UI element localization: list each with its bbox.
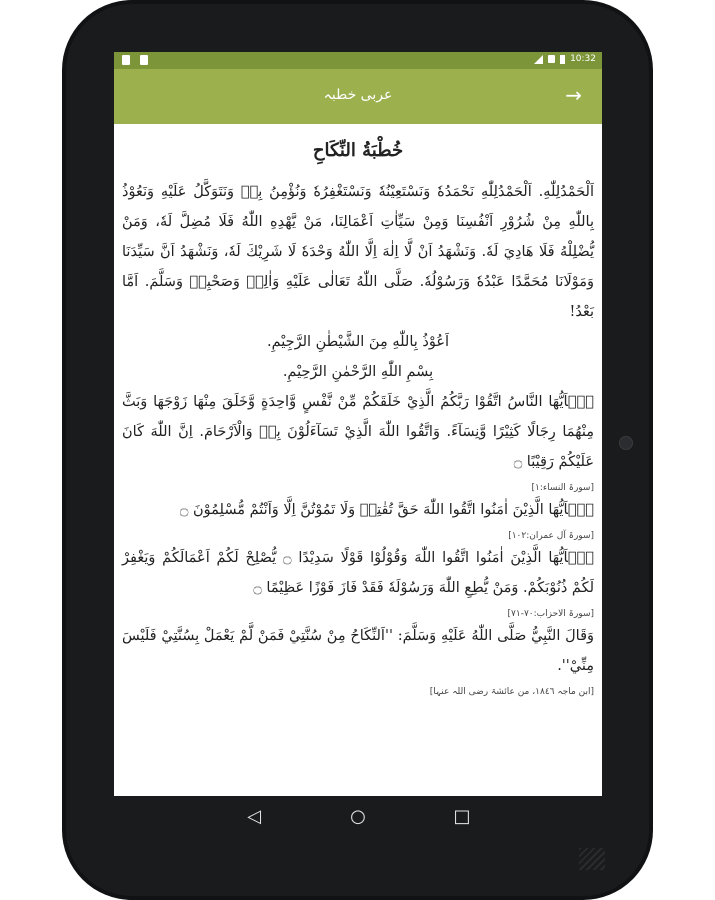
status-right-icons — [534, 54, 596, 64]
bismillah-line: بِسْمِ اللّٰهِ الرَّحْمٰنِ الرَّحِيْمِ. — [282, 364, 434, 380]
hadith-paragraph: وَقَالَ النَّبِيُّ صَلَّى اللّٰهُ عَلَيْهِ وَسَلَّمَ: ''اَلنِّكَاحُ مِنْ سُنَّتِيْ فَمَنْ لَّمْ يَعْمَلْ بِسُنَّتِيْ فَلَيْسَ مِنِّيْ''. — [122, 628, 594, 674]
device-grip — [579, 848, 605, 870]
taawwudh-line: اَعُوْذُ بِاللّٰهِ مِنَ الشَّيْطٰنِ الرَّجِيْمِ. — [266, 334, 450, 350]
app-bar — [114, 69, 602, 124]
nav-back-icon[interactable]: ◁ — [247, 805, 261, 827]
verse-nisa: يٰۤاَيُّهَا النَّاسُ اتَّقُوْا رَبَّكُمُ الَّذِيْ خَلَقَكُمْ مِّنْ نَّفْسٍ وَّاحِدَةٍ وَّخَلَقَ مِنْهَا زَوْجَهَا وَبَثَّ مِنْهُمَا رِجَالًا كَثِيْرًا وَّنِسَآءً. وَاتَّقُوا اللّٰهَ الَّذِيْ تَسَآءَلُوْنَ بِهٖ وَالْاَرْحَامَ. اِنَّ اللّٰهَ كَانَ عَلَيْكُمْ رَقِيْبًا ۝ — [122, 394, 594, 470]
verse-ahzab: يٰۤاَيُّهَا الَّذِيْنَ اٰمَنُوا اتَّقُوا اللّٰهَ وَقُوْلُوْا قَوْلًا سَدِيْدًا ۝ يُّصْلِحْ لَكُمْ اَعْمَالَكُمْ وَيَغْفِرْ لَكُمْ ذُنُوْبَكُمْ. وَمَنْ يُّطِعِ اللّٰهَ وَرَسُوْلَهٗ فَقَدْ فَازَ فَوْزًا عَظِيْمًا ۝ — [122, 550, 594, 596]
app-title: عربی خطبہ — [323, 87, 393, 103]
paragraph-praise: اَلْحَمْدُلِلّٰهِ. اَلْحَمْدُلِلّٰهِ نَحْمَدُهٗ وَنَسْتَعِيْنُهٗ وَنَسْتَغْفِرُهٗ وَنُؤْمِنُ بِهٖ وَنَتَوَكَّلُ عَلَيْهِ وَنَعُوْذُ بِاللّٰهِ مِنْ شُرُوْرِ اَنْفُسِنَا وَمِنْ سَيِّاٰتِ اَعْمَالِنَا، مَنْ يَّهْدِهِ اللّٰهُ فَلَا مُضِلَّ لَهٗ، وَمَنْ يُّضْلِلْهُ فَلَا هَادِيَ لَهٗ. وَنَشْهَدُ اَنْ لَّا اِلٰهَ اِلَّا اللّٰهُ وَحْدَهٗ لَا شَرِيْكَ لَهٗ، وَنَشْهَدُ اَنَّ سَيِّدَنَا وَمَوْلَانَا مُحَمَّدًا عَبْدُهٗ وَرَسُوْلُهٗ. صَلَّى اللّٰهُ تَعَالٰى عَلَيْهِ وَاٰلِهٖ وَصَحْبِهٖ وَسَلَّمَ. اَمَّا بَعْدُ! — [122, 184, 594, 320]
sermon-content[interactable] — [114, 124, 602, 796]
reference-nisa: [سورۃ النساء:١] — [531, 483, 594, 493]
navigation-bar — [114, 796, 602, 836]
status-left-icons — [122, 55, 148, 65]
reference-hadith: [ابن ماجہ ١٨٤٦، من عائشۃ رضی اللہ عنہا] — [429, 687, 594, 697]
nav-recents-icon[interactable]: □ — [453, 805, 471, 827]
device-screen — [114, 52, 602, 796]
status-bar — [114, 52, 602, 69]
battery-icon — [560, 55, 565, 64]
verse-al-imran: يٰۤاَيُّهَا الَّذِيْنَ اٰمَنُوا اتَّقُوا اللّٰهَ حَقَّ تُقٰتِهٖ وَلَا تَمُوْتُنَّ اِلَّا وَاَنْتُمْ مُّسْلِمُوْنَ ۝ — [179, 502, 594, 518]
page-title: خُطْبَةُ النِّكَاحِ — [312, 140, 404, 161]
android-icon — [140, 55, 148, 65]
reference-ahzab: [سورۃ الاحزاب:٧٠-٧١] — [507, 609, 594, 619]
status-time: 10:32 — [570, 54, 596, 64]
reference-al-imran: [سورۃ آل عمران:١٠٢] — [508, 531, 594, 541]
lock-icon — [548, 55, 555, 63]
back-arrow-icon[interactable]: → — [565, 83, 582, 107]
signal-icon — [534, 55, 543, 64]
sim-card-icon — [122, 55, 130, 65]
nav-home-icon[interactable]: ○ — [350, 805, 366, 827]
camera-icon — [619, 436, 633, 450]
